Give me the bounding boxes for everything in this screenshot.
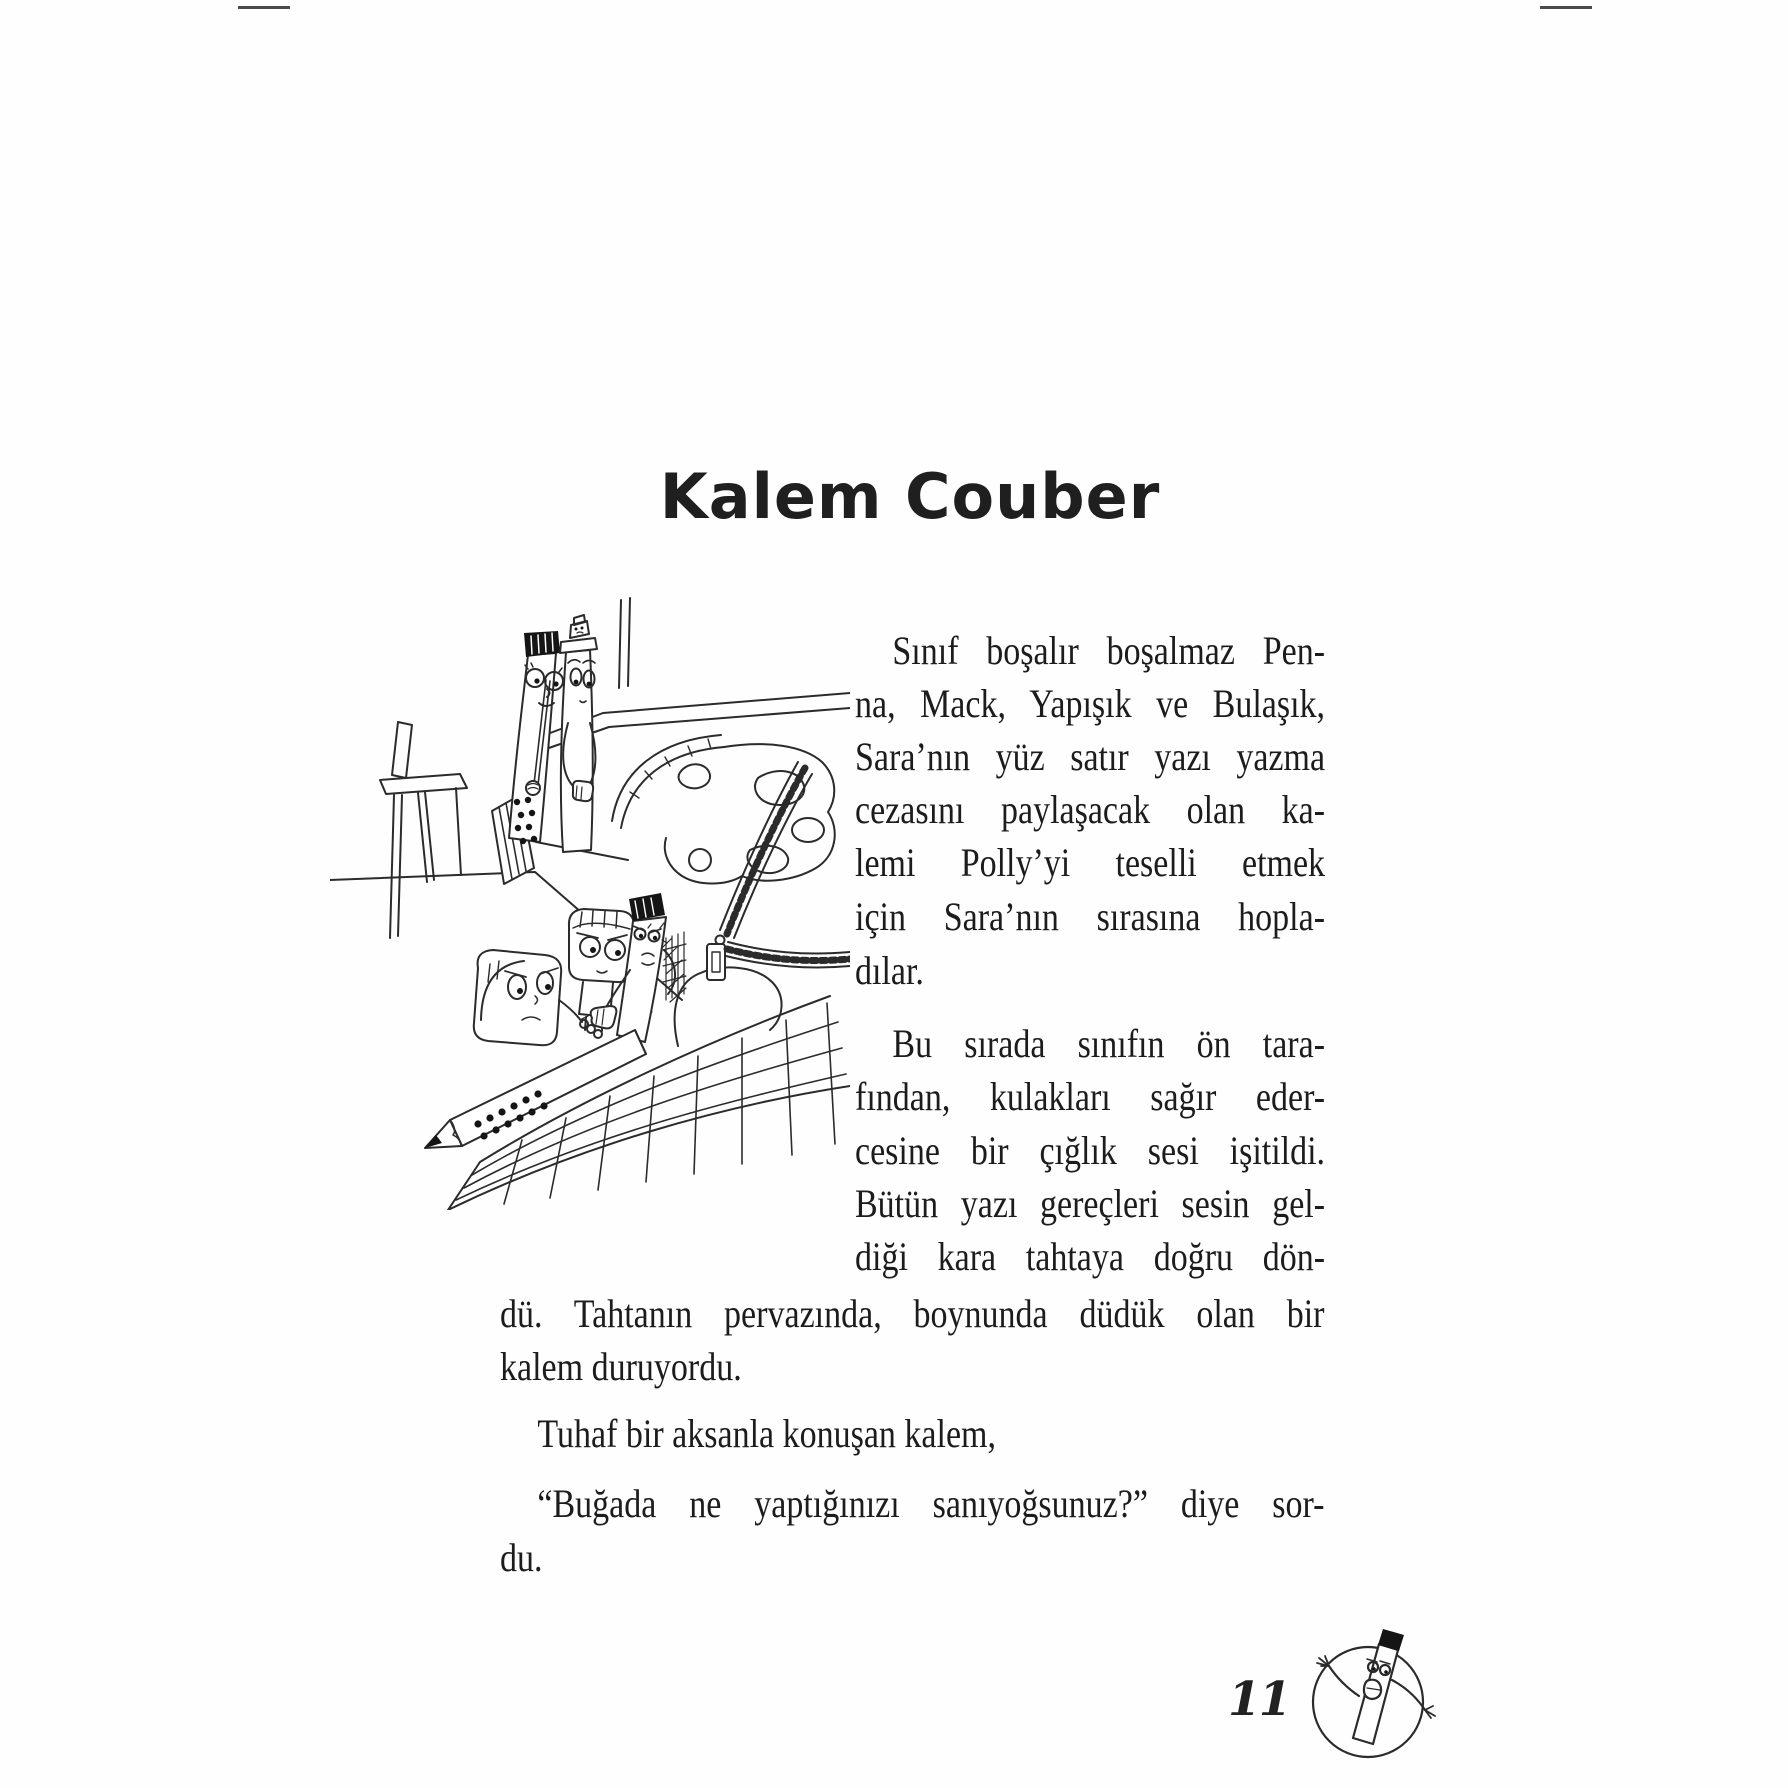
top-left-mark <box>238 6 290 9</box>
body-text-line: Sara’nın yüz satır yazı yazma <box>855 734 1326 779</box>
top-right-mark <box>1540 6 1592 9</box>
pencil-mascot-illustration <box>1295 1618 1445 1768</box>
pencil-characters-illustration <box>330 530 850 1210</box>
body-text-line: cezasını paylaşacak olan ka- <box>855 787 1326 832</box>
body-text-line: cesine bir çığlık sesi işitildi. <box>855 1128 1326 1173</box>
body-text-line: diği kara tahtaya doğru dön- <box>855 1234 1326 1279</box>
body-text-line: dü. Tahtanın pervazında, boynunda düdük olan bir <box>500 1291 1325 1336</box>
body-text-line: “Buğada ne yaptığınızı sanıyoğsunuz?” diye sor- <box>537 1481 1325 1526</box>
body-text-line: Bütün yazı gereçleri sesin gel- <box>855 1181 1326 1226</box>
body-text-line: için Sara’nın sırasına hopla- <box>855 894 1326 939</box>
chapter-title: Kalem Couber <box>659 459 1161 533</box>
body-text-line: Bu sırada sınıfın ön tara- <box>892 1021 1326 1066</box>
body-text-line: fından, kulakları sağır eder- <box>855 1074 1326 1119</box>
body-text-line: du. <box>500 1535 543 1580</box>
body-text-line: kalem duruyordu. <box>500 1344 742 1389</box>
body-text-line: Tuhaf bir aksanla konuşan kalem, <box>537 1411 997 1456</box>
body-text-line: na, Mack, Yapışık ve Bulaşık, <box>855 681 1326 726</box>
body-text-line: lemi Polly’yi teselli etmek <box>855 840 1326 885</box>
body-text-line: Sınıf boşalır boşalmaz Pen- <box>892 628 1326 673</box>
body-text-line: dılar. <box>855 948 924 993</box>
page-number: 11 <box>1228 1672 1290 1727</box>
